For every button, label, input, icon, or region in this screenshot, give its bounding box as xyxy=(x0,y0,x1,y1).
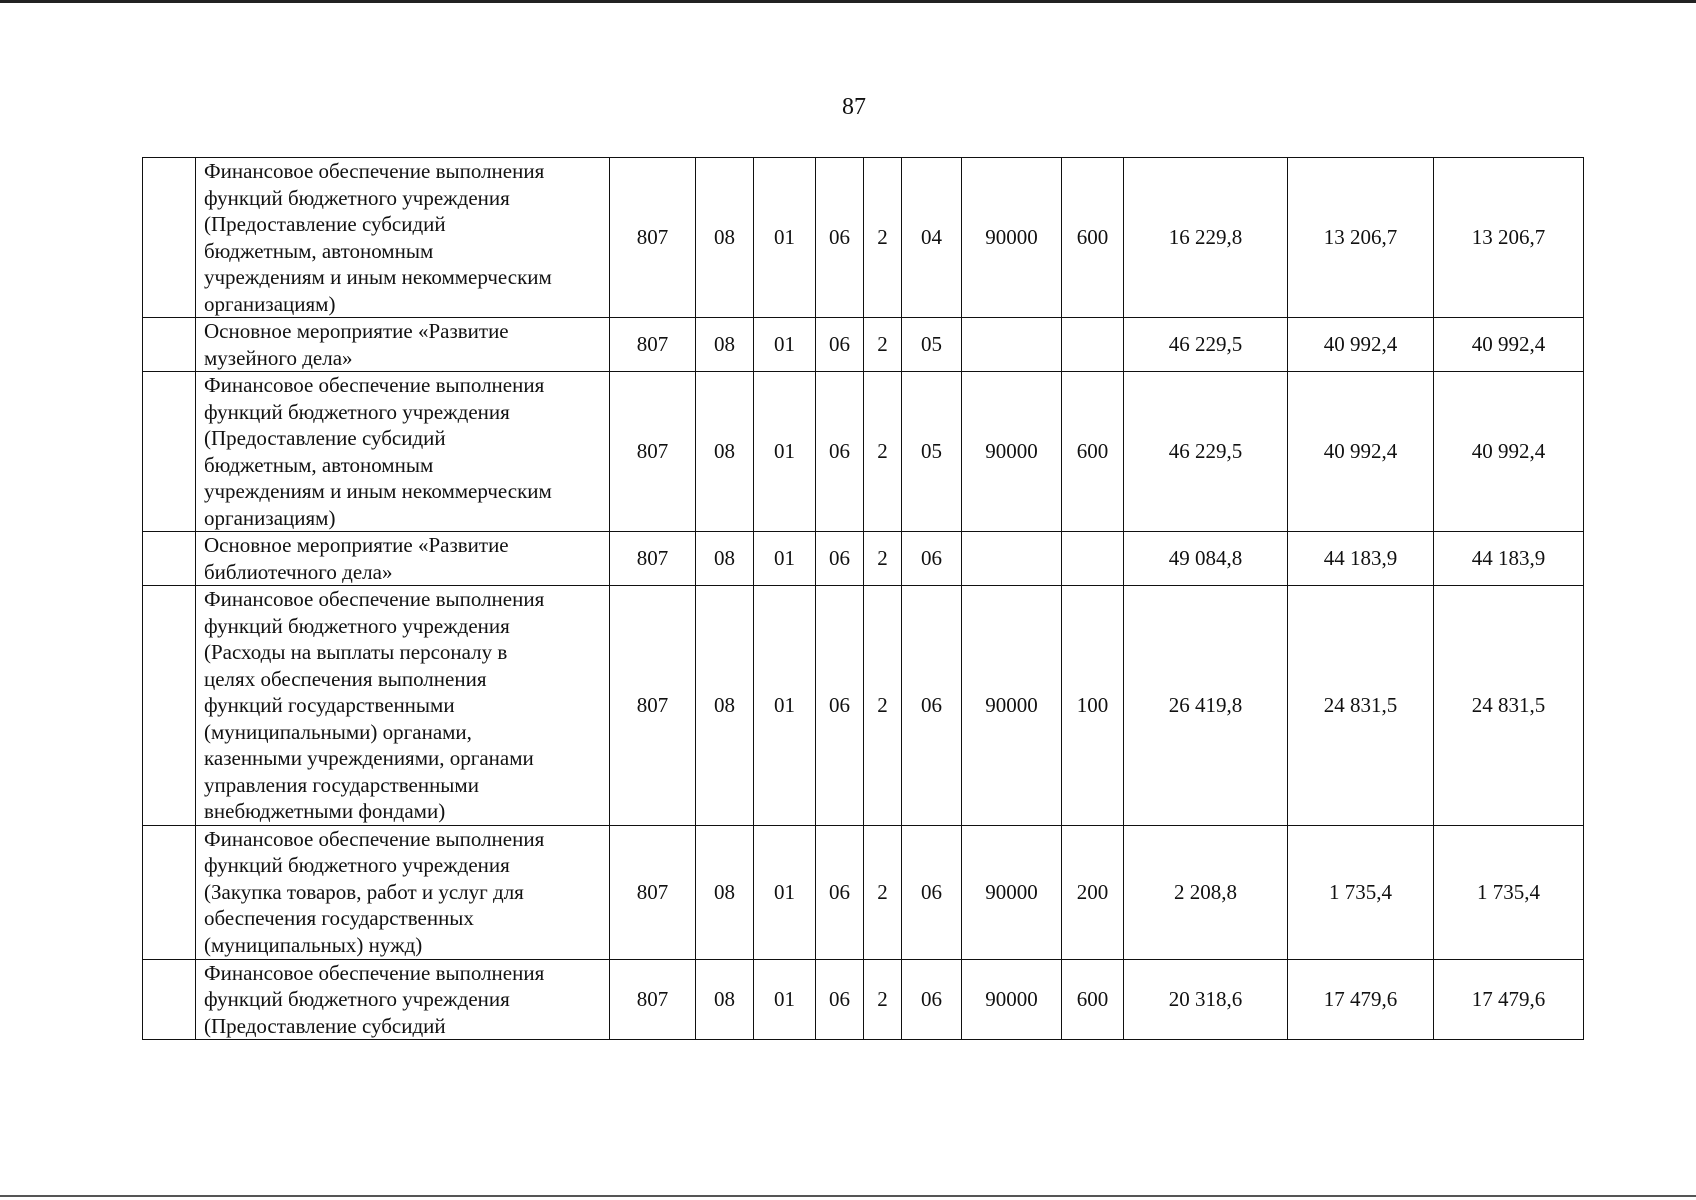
subsection-code-cell: 01 xyxy=(754,532,816,586)
amount-year1-cell: 16 229,8 xyxy=(1124,158,1288,318)
expense-type-cell: 600 xyxy=(1062,158,1124,318)
event-code-cell: 05 xyxy=(902,318,962,372)
amount-year1-cell: 20 318,6 xyxy=(1124,959,1288,1040)
program-code-cell: 06 xyxy=(816,532,864,586)
table-row xyxy=(143,825,1584,959)
row-number-cell xyxy=(143,318,196,372)
section-code-cell: 08 xyxy=(696,318,754,372)
table-row xyxy=(143,532,1584,586)
ministry-code-cell: 807 xyxy=(610,586,696,826)
event-code-cell: 06 xyxy=(902,959,962,1040)
expense-type-cell: 600 xyxy=(1062,959,1124,1040)
subsection-code-cell: 01 xyxy=(754,959,816,1040)
description-cell: Финансовое обеспечение выполнения функций бюджетного учреждения (Предоставление субсидий xyxy=(196,959,610,1040)
direction-code-cell xyxy=(962,532,1062,586)
direction-code-cell xyxy=(962,318,1062,372)
row-number-cell xyxy=(143,825,196,959)
subprogram-code-cell: 2 xyxy=(864,372,902,532)
subprogram-code-cell: 2 xyxy=(864,959,902,1040)
event-code-cell: 06 xyxy=(902,825,962,959)
section-code-cell: 08 xyxy=(696,372,754,532)
page-bottom-rule xyxy=(0,1195,1696,1197)
page-number: 87 xyxy=(842,94,866,120)
event-code-cell: 05 xyxy=(902,372,962,532)
amount-year2-cell: 40 992,4 xyxy=(1288,318,1434,372)
section-code-cell: 08 xyxy=(696,825,754,959)
amount-year3-cell: 40 992,4 xyxy=(1434,318,1584,372)
description-cell: Финансовое обеспечение выполнения функций бюджетного учреждения (Закупка товаров, работ и услуг для обеспечения государственных (муниципальных) нужд) xyxy=(196,825,610,959)
subprogram-code-cell: 2 xyxy=(864,532,902,586)
amount-year2-cell: 24 831,5 xyxy=(1288,586,1434,826)
table-row xyxy=(143,318,1584,372)
expense-type-cell: 200 xyxy=(1062,825,1124,959)
section-code-cell: 08 xyxy=(696,586,754,826)
subsection-code-cell: 01 xyxy=(754,586,816,826)
table-row xyxy=(143,586,1584,826)
expense-type-cell xyxy=(1062,318,1124,372)
amount-year2-cell: 17 479,6 xyxy=(1288,959,1434,1040)
subprogram-code-cell: 2 xyxy=(864,586,902,826)
row-number-cell xyxy=(143,532,196,586)
description-cell: Основное мероприятие «Развитие библиотечного дела» xyxy=(196,532,610,586)
event-code-cell: 04 xyxy=(902,158,962,318)
amount-year2-cell: 40 992,4 xyxy=(1288,372,1434,532)
amount-year3-cell: 17 479,6 xyxy=(1434,959,1584,1040)
subprogram-code-cell: 2 xyxy=(864,825,902,959)
direction-code-cell: 90000 xyxy=(962,158,1062,318)
description-cell: Финансовое обеспечение выполнения функций бюджетного учреждения (Предоставление субсидий бюджетным, автономным учреждениям и иным некоммерческим организациям) xyxy=(196,372,610,532)
program-code-cell: 06 xyxy=(816,372,864,532)
row-number-cell xyxy=(143,372,196,532)
page-top-rule xyxy=(0,0,1696,3)
program-code-cell: 06 xyxy=(816,959,864,1040)
amount-year1-cell: 49 084,8 xyxy=(1124,532,1288,586)
table-row xyxy=(143,158,1584,318)
amount-year1-cell: 46 229,5 xyxy=(1124,318,1288,372)
subsection-code-cell: 01 xyxy=(754,318,816,372)
subsection-code-cell: 01 xyxy=(754,158,816,318)
program-code-cell: 06 xyxy=(816,158,864,318)
description-cell: Финансовое обеспечение выполнения функций бюджетного учреждения (Расходы на выплаты персоналу в целях обеспечения выполнения функций государственными (муниципальными) органами, казенными учреждениями, органами управления государственными внебюджетными фондами) xyxy=(196,586,610,826)
amount-year2-cell: 1 735,4 xyxy=(1288,825,1434,959)
program-code-cell: 06 xyxy=(816,318,864,372)
section-code-cell: 08 xyxy=(696,158,754,318)
amount-year3-cell: 44 183,9 xyxy=(1434,532,1584,586)
ministry-code-cell: 807 xyxy=(610,372,696,532)
amount-year1-cell: 46 229,5 xyxy=(1124,372,1288,532)
ministry-code-cell: 807 xyxy=(610,532,696,586)
subprogram-code-cell: 2 xyxy=(864,158,902,318)
table-row xyxy=(143,372,1584,532)
ministry-code-cell: 807 xyxy=(610,318,696,372)
description-cell: Основное мероприятие «Развитие музейного дела» xyxy=(196,318,610,372)
ministry-code-cell: 807 xyxy=(610,959,696,1040)
amount-year1-cell: 26 419,8 xyxy=(1124,586,1288,826)
row-number-cell xyxy=(143,586,196,826)
subprogram-code-cell: 2 xyxy=(864,318,902,372)
ministry-code-cell: 807 xyxy=(610,825,696,959)
expense-type-cell: 600 xyxy=(1062,372,1124,532)
amount-year3-cell: 40 992,4 xyxy=(1434,372,1584,532)
description-cell: Финансовое обеспечение выполнения функций бюджетного учреждения (Предоставление субсидий бюджетным, автономным учреждениям и иным некоммерческим организациям) xyxy=(196,158,610,318)
amount-year3-cell: 1 735,4 xyxy=(1434,825,1584,959)
direction-code-cell: 90000 xyxy=(962,959,1062,1040)
direction-code-cell: 90000 xyxy=(962,586,1062,826)
amount-year2-cell: 13 206,7 xyxy=(1288,158,1434,318)
row-number-cell xyxy=(143,959,196,1040)
event-code-cell: 06 xyxy=(902,532,962,586)
amount-year3-cell: 13 206,7 xyxy=(1434,158,1584,318)
amount-year2-cell: 44 183,9 xyxy=(1288,532,1434,586)
program-code-cell: 06 xyxy=(816,586,864,826)
ministry-code-cell: 807 xyxy=(610,158,696,318)
section-code-cell: 08 xyxy=(696,959,754,1040)
expense-type-cell: 100 xyxy=(1062,586,1124,826)
budget-table xyxy=(142,157,1584,1040)
table-row xyxy=(143,959,1584,1040)
direction-code-cell: 90000 xyxy=(962,825,1062,959)
amount-year1-cell: 2 208,8 xyxy=(1124,825,1288,959)
row-number-cell xyxy=(143,158,196,318)
direction-code-cell: 90000 xyxy=(962,372,1062,532)
event-code-cell: 06 xyxy=(902,586,962,826)
subsection-code-cell: 01 xyxy=(754,825,816,959)
expense-type-cell xyxy=(1062,532,1124,586)
program-code-cell: 06 xyxy=(816,825,864,959)
amount-year3-cell: 24 831,5 xyxy=(1434,586,1584,826)
subsection-code-cell: 01 xyxy=(754,372,816,532)
section-code-cell: 08 xyxy=(696,532,754,586)
